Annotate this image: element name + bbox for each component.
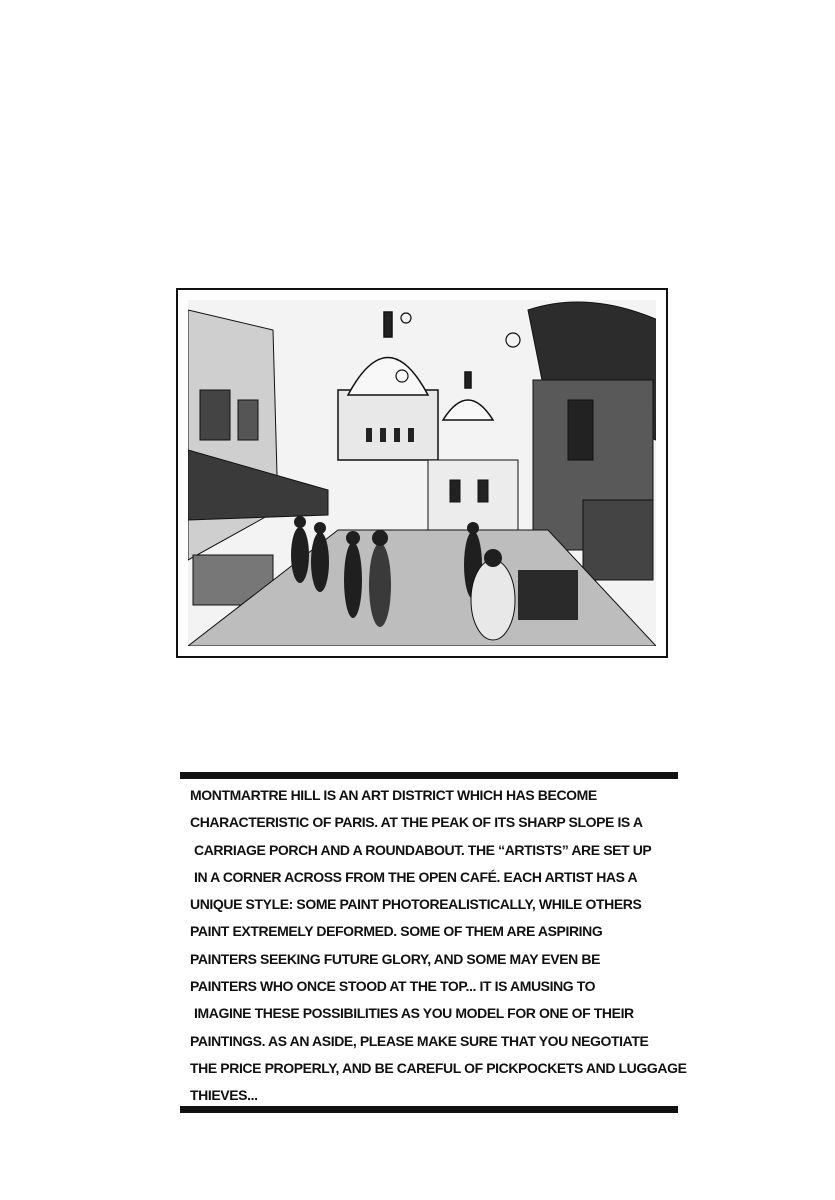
caption-line: MONTMARTRE HILL IS AN ART DISTRICT WHICH HAS BECOME <box>190 787 597 803</box>
caption-line: IMAGINE THESE POSSIBILITIES AS YOU MODEL FOR ONE OF THEIR <box>194 1005 634 1022</box>
caption-line: THE PRICE PROPERLY, AND BE CAREFUL OF PICKPOCKETS AND LUGGAGE <box>190 1059 687 1076</box>
caption-line: CARRIAGE PORCH AND A ROUNDABOUT. THE “ARTISTS” ARE SET UP <box>194 841 652 858</box>
caption-line: IN A CORNER ACROSS FROM THE OPEN CAFÉ. EACH ARTIST HAS A <box>194 868 638 885</box>
caption-line: CHARACTERISTIC OF PARIS. AT THE PEAK OF ITS SHARP SLOPE IS A <box>190 814 643 831</box>
bottom-rule <box>180 1106 678 1113</box>
caption-line: THIEVES... <box>190 1087 258 1104</box>
caption-line: PAINTERS SEEKING FUTURE GLORY, AND SOME MAY EVEN BE <box>190 950 601 967</box>
montmartre-street-illustration <box>176 288 668 658</box>
illustration-drawing <box>188 300 656 646</box>
top-rule <box>180 772 678 779</box>
caption-line: PAINT EXTREMELY DEFORMED. SOME OF THEM ARE ASPIRING <box>190 923 603 940</box>
caption-line: PAINTINGS. AS AN ASIDE, PLEASE MAKE SURE THAT YOU NEGOTIATE <box>190 1032 649 1049</box>
caption-text <box>190 782 686 1110</box>
caption-line: PAINTERS WHO ONCE STOOD AT THE TOP... IT IS AMUSING TO <box>190 978 596 995</box>
caption-line: UNIQUE STYLE: SOME PAINT PHOTOREALISTICALLY, WHILE OTHERS <box>190 896 642 913</box>
